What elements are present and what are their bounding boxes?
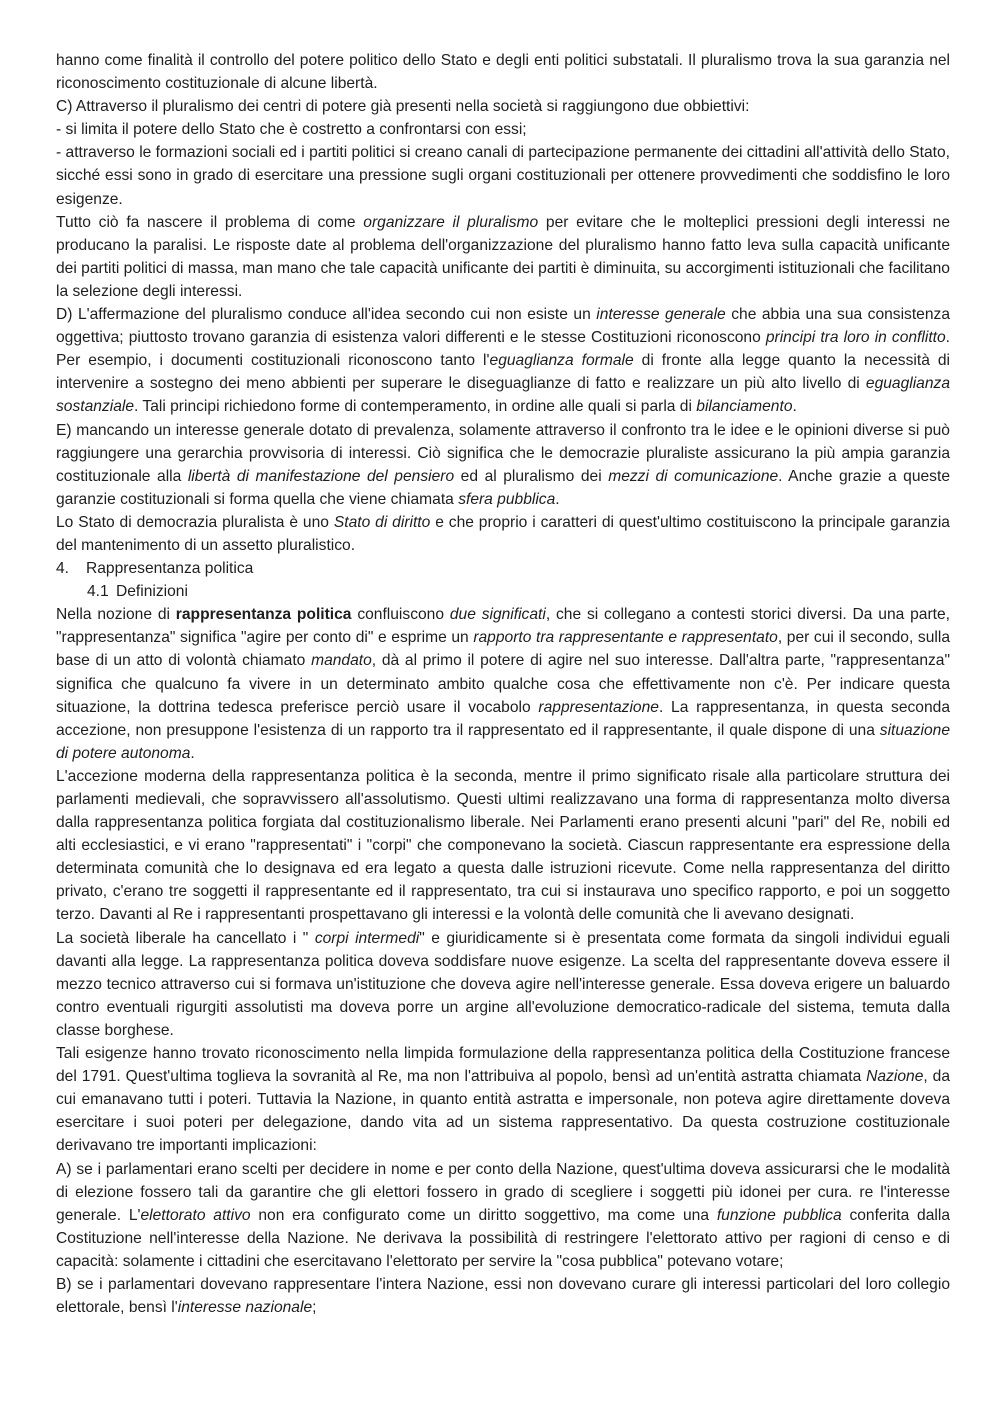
text-run: e che proprio i caratteri di quest'ultimo costituiscono la principale garanzia del mantenimento di un assetto pluralistico. [56,513,950,554]
italic-text: sfera pubblica [458,490,556,508]
paragraph [56,1158,950,1273]
text-run: Lo Stato di democrazia pluralista è uno [56,513,334,531]
text-run: Tutto ciò fa nascere il problema di come [56,213,364,231]
paragraph [56,49,950,95]
text-run: ; [312,1299,317,1317]
text-run: - attraverso le formazioni sociali ed i partiti politici si creano canali di partecipazione permanente dei cittadini all'attività dello Stato, sicché essi sono in grado di esercitare una pressione sugli organi costituzionali per ottenere provvedimenti che soddisfino le loro esigenze. [56,144,951,208]
paragraph [56,511,950,557]
text-run: D) L'affermazione del pluralismo conduce all'idea secondo cui non esiste un [56,306,597,324]
paragraph [56,118,950,141]
text-run: Tali esigenze hanno trovato riconoscimento nella limpida formulazione della rappresentanza politica della Costituzione francese del 1791. Quest'ultima toglieva la sovranità al Re, ma non l'attribuiva al popolo, bensì ad un'entità astratta chiamata [56,1045,950,1086]
italic-text: eguaglianza sostanziale [56,375,950,416]
text-run: che abbia una sua consistenza oggettiva; piuttosto trovano garanzia di esistenza valori differenti e le stesse Costituzioni riconoscono [56,306,950,347]
subsection-heading [56,580,950,603]
italic-text: eguaglianza formale [489,352,634,370]
text-run: confluiscono [351,606,450,624]
text-run: , da cui emanavano tutti i poteri. Tuttavia la Nazione, in quanto entità astratta e impersonale, non poteva agire direttamente doveva esercitare i suoi poteri per delegazione, dando vita ad un sistema rappresentativo. Da questa costruzione costituzionale derivavano tre importanti implicazioni: [56,1068,950,1155]
paragraph [56,927,950,1042]
text-run: di fronte alla legge quanto la necessità di intervenire a sostegno dei meno abbienti per superare le diseguaglianze di fatto e realizzare un più alto livello di [56,352,951,393]
text-run: " e giuridicamente si è presentata come formata da singoli individui eguali davanti alla legge. La rappresentanza politica doveva soddisfare nuove esigenze. La scelta del rappresentante doveva essere il mezzo tecnico attraverso cui si formava un'istituzione che doveva agire nell'interesse generale. Essa doveva erigere un baluardo contro eventuali rigurgiti assolutisti ma doveva porre un argine all'evoluzione democratico-radicale del sistema, temuta dalla classe borghese. [56,929,951,1039]
paragraph [56,765,950,927]
text-run: Rappresentanza politica [86,560,254,578]
text-run: , per cui il secondo, sulla base di un atto di volontà chiamato [56,629,950,670]
text-run: B) se i parlamentari dovevano rappresentare l'intera Nazione, essi non dovevano curare gli interessi particolari del loro collegio elettorale, bensì l' [56,1275,950,1317]
italic-text: corpi intermedi [314,929,420,947]
text-run: E) mancando un interesse generale dotato di prevalenza, solamente attraverso il confronto tra le idee e le opinioni diverse si può raggiungere una gerarchia provvisoria di interessi. Ciò significa che le democrazie pluraliste assicurano la più ampia garanzia costituzionale alla [56,421,950,485]
italic-text: rapporto tra rappresentante e rappresentato [473,629,778,647]
italic-text: libertà di manifestazione del pensiero [187,467,455,485]
text-run: . La rappresentanza, in questa seconda accezione, non presuppone l'esistenza di un rapporto tra il rappresentato ed il rappresentante, il quale dispone di una [56,698,951,739]
italic-text: mezzi di comunicazione [608,467,779,485]
paragraph [56,303,950,418]
paragraph [56,141,950,210]
text-run: non era configurato come un diritto soggettivo, ma come una [250,1206,717,1224]
text-run: . [190,744,195,762]
italic-text: bilanciamento [696,398,793,416]
heading-number: 4. [56,560,70,578]
italic-text: interesse nazionale [177,1299,313,1317]
text-run: , che si collegano a contesti storici diversi. Da una parte, "rappresentanza" significa "agire per conto di" e esprime un [56,606,950,647]
paragraph [56,211,950,303]
italic-text: due significati [449,606,546,624]
text-run: Definizioni [116,583,188,601]
text-run: hanno come finalità il controllo del potere politico dello Stato e degli enti politici substatali. Il pluralismo trova la sua garanzia nel riconoscimento costituzionale di alcune libertà. [56,52,950,93]
text-run: - si limita il potere dello Stato che è costretto a confrontarsi con essi; [56,121,527,139]
italic-text: situazione di potere autonoma [56,721,950,762]
italic-text: rappresentazione [538,698,659,716]
text-run: . Anche grazie a queste garanzie costituzionali si forma quella che viene chiamata [56,467,950,508]
text-run: La società liberale ha cancellato i " [56,929,315,947]
bold-text: rappresentanza politica [175,606,352,624]
text-run: . [792,398,797,416]
text-run: per evitare che le molteplici pressioni degli interessi ne producano la paralisi. Le risposte date al problema dell'organizzazione del pluralismo hanno fatto leva sulla capacità unificante dei partiti politici di massa, man mano che tale capacità unificante dei partiti è diminuita, su accorgimenti istituzionali che facilitano la selezione degli interessi. [56,213,950,300]
heading-number: 4.1 [87,583,109,601]
paragraph [56,1042,950,1157]
text-run: , dà al primo il potere di agire nel suo interesse. Dall'altra parte, "rappresentanza" significa che qualcuno fa vivere in un determinato ambito qualche cosa che effettivamente non c'è. Per indicare questa situazione, la dottrina tedesca preferisce perciò usare il vocabolo [56,652,950,716]
section-heading [56,557,950,580]
text-run: A) se i parlamentari erano scelti per decidere in nome e per conto della Nazione, quest'ultima doveva assicurarsi che le modalità di elezione fossero tali da garantire che gli elettori fossero in grado di scegliere i soggetti più idonei per cura. re l'interesse generale. L' [56,1160,950,1224]
italic-text: mandato [311,652,372,670]
paragraph [56,1273,950,1319]
text-run: conferita dalla Costituzione nell'interesse della Nazione. Ne derivava la possibilità di restringere l'elettorato attivo per ragioni di censo e di capacità: solamente i cittadini che esercitavano l'elettorato per servire la "cosa pubblica" potevano votare; [56,1206,950,1270]
paragraph [56,95,950,118]
text-run: C) Attraverso il pluralismo dei centri di potere già presenti nella società si raggiungono due obbiettivi: [56,98,750,116]
italic-text: Stato di diritto [333,513,431,531]
paragraph [56,419,950,511]
paragraph [56,603,950,765]
text-run: Nella nozione di [56,606,176,624]
text-run: L'accezione moderna della rappresentanza politica è la seconda, mentre il primo significato risale alla particolare struttura dei parlamenti medievali, che sopravvissero all'assolutismo. Questi ultimi realizzavano una forma di rappresentanza molto diversa dalla rappresentanza politica forgiata dal costituzionalismo liberale. Nei Parlamenti erano presenti alcuni "pari" del Re, nobili ed alti ecclesiastici, e vi erano "rappresentati" i "corpi" che componevano la società. Ciascun rappresentante era espressione della determinata comunità che lo designava ed era legato a questa dalle istruzioni ricevute. Come nella rappresentanza del diritto privato, c'erano tre soggetti il rappresentante ed il rappresentato, tra cui si instaurava uno specifico rapporto, e poi un soggetto terzo. Davanti al Re i rappresentanti prospettavano gli interessi e la volontà delle comunità che li avevano designati. [56,767,950,924]
text-run: ed al pluralismo dei [454,467,609,485]
text-run: . Tali principi richiedono forme di contemperamento, in ordine alle quali si parla di [134,398,697,416]
text-run: . Per esempio, i documenti costituzionali riconoscono tanto l' [56,329,950,370]
italic-text: interesse generale [596,306,726,324]
italic-text: principi tra loro in conflitto [765,329,946,347]
document-page [56,49,950,1319]
text-run: . [555,490,560,508]
italic-text: organizzare il pluralismo [363,213,539,231]
italic-text: Nazione [866,1068,924,1086]
italic-text: elettorato attivo [140,1206,251,1224]
italic-text: funzione pubblica [716,1206,842,1224]
